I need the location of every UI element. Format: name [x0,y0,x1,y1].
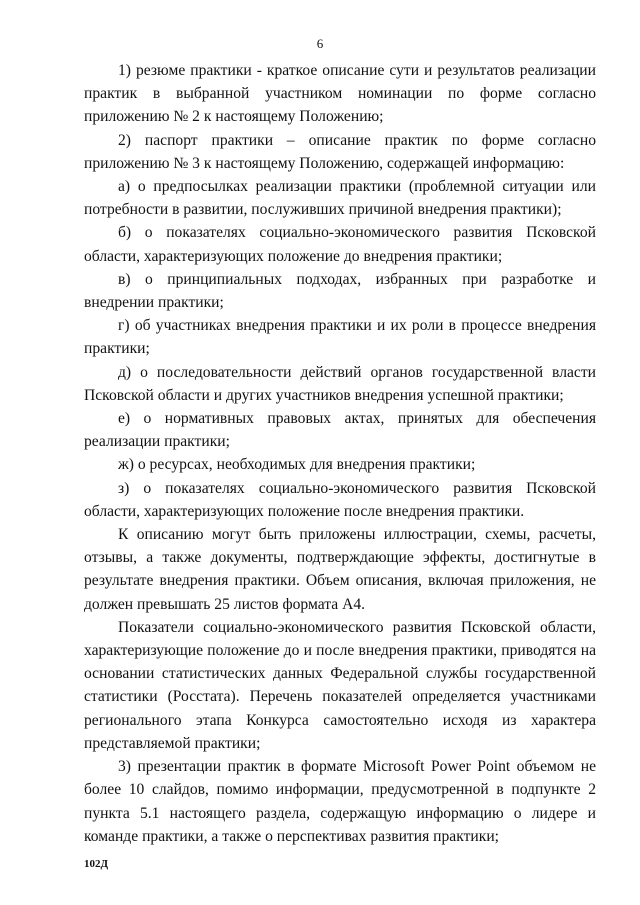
footer-document-code: 102Д [84,858,109,870]
paragraph-item-a: а) о предпосылках реализации практики (проблемной ситуации или потребности в развитии, послуживших причиной внедрения практики); [84,178,596,219]
page-number: 6 [316,36,324,51]
paragraph-item-v: в) о принципиальных подходах, избранных при разработке и внедрении практики; [84,270,596,312]
paragraph-item-d: д) о последовательности действий органов государственной власти Псковской области и других участников внедрения успешной практики; [84,363,596,404]
paragraph-presentations: 3) презентации практик в формате Microsoft Power Point объемом не более 10 слайдов, помимо информации, предусмотренной в подпункте 2 пункта 5.1 настоящего раздела, содержащую информацию о лидере и команде практики, а также о перспективах развития практики; [84,758,596,845]
document-body [84,59,596,848]
paragraph-item-e: е) о нормативных правовых актах, принятых для обеспечения реализации практики; [84,410,596,451]
paragraph-item-g: г) об участниках внедрения практики и их роли в процессе внедрения практики; [84,317,596,358]
paragraph-passport: 2) паспорт практики – описание практик по форме согласно приложению № 3 к настоящему Положению, содержащей информацию: [84,131,596,172]
paragraph-item-zh: ж) о ресурсах, необходимых для внедрения практики; [118,456,476,474]
paragraph-item-z: з) о показателях социально-экономического развития Псковской области, характеризующих положение после внедрения практики. [84,479,596,520]
paragraph-item-b: б) о показателях социально-экономического развития Псковской области, характеризующих положение до внедрения практики; [84,224,596,265]
paragraph-summary: 1) резюме практики - краткое описание сути и результатов реализации практик в выбранной участником номинации по форме согласно приложению № 2 к настоящему Положению; [84,62,596,126]
paragraph-attachments: К описанию могут быть приложены иллюстрации, схемы, расчеты, отзывы, а также документы, подтверждающие эффекты, достигнутые в результате внедрения практики. Объем описания, включая приложения, не должен превышать 25 листов формата А4. [84,526,596,613]
paragraph-indicators: Показатели социально-экономического развития Псковской области, характеризующие положение до и после внедрения практики, приводятся на основании статистических данных Федеральной службы государственной статистики (Росстата). Перечень показателей определяется участниками регионального этапа Конкурса самостоятельно исходя из характера представляемой практики; [84,618,596,752]
